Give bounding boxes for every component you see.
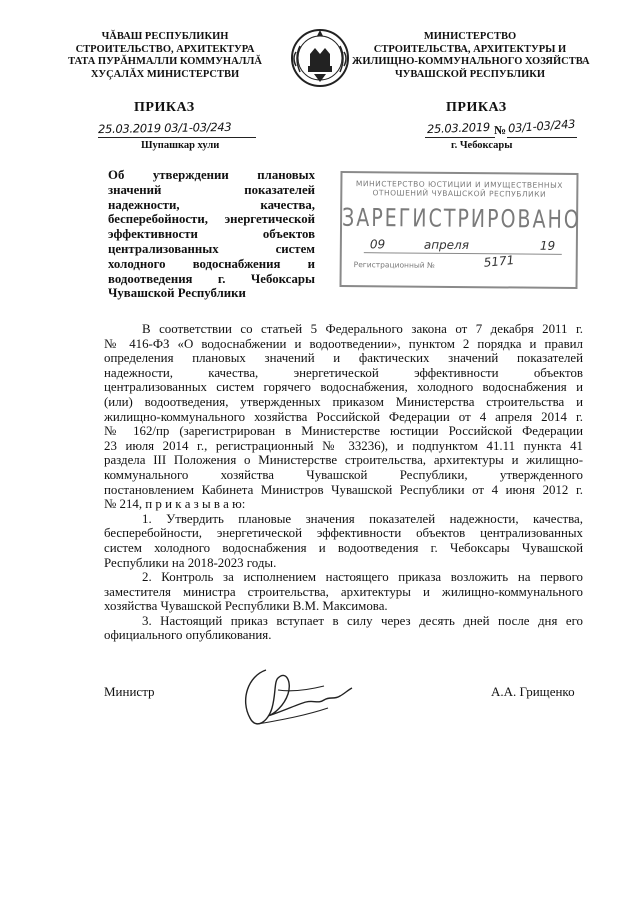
body-line: постановлением Кабинета Министров Чувашской Республики от 4 июня 2012 г. (104, 482, 583, 497)
stamp-ministry-line: ОТНОШЕНИЙ ЧУВАШСКОЙ РЕСПУБЛИКИ (372, 188, 547, 199)
stamp-ministry-line: МИНИСТЕРСТВО ЮСТИЦИИ И ИМУЩЕСТВЕННЫХ (355, 179, 563, 190)
number-sign: № (494, 123, 507, 137)
stamp-date-row (342, 237, 576, 259)
body-line: надежности, качества, энергетической эффективности объектов (104, 365, 583, 380)
body-line: бесперебойности, энергетической эффективности объектов централизованных (104, 526, 583, 541)
subject-line: бесперебойности, энергетической (108, 212, 315, 227)
stamp-registered-title: ЗАРЕГИСТРИРОВАНО (341, 203, 581, 235)
handwritten-date-right: 25.03.2019 (426, 119, 491, 137)
body-line: раздела III Положения о Министерстве строительства, архитектуры и жилищно- (104, 453, 583, 468)
prikaz-title-right: ПРИКАЗ (446, 100, 507, 115)
header-left-line: СТРОИТЕЛЬСТВО, АРХИТЕКТУРА (75, 43, 255, 55)
body-line: № 416-ФЗ «О водоснабжении и водоотведении», пунктом 2 порядка и правил (104, 336, 583, 351)
stamp-day: 09 (369, 237, 386, 252)
header-right-line: СТРОИТЕЛЬСТВА, АРХИТЕКТУРЫ И (373, 43, 567, 55)
subject-line: централизованных систем (108, 241, 315, 256)
body-line: (или) водоотведения, утвержденных приказом Министерства строительства и (104, 394, 583, 409)
order-body (104, 322, 583, 643)
body-line: 2. Контроль за исполнением настоящего приказа возложить на первого (142, 570, 583, 585)
stamp-date-underline (364, 252, 562, 255)
subject-line: водоотведения г. Чебоксары (108, 271, 315, 286)
header-left (62, 31, 268, 81)
signatory-name: А.А. Грищенко (491, 684, 575, 699)
coat-of-arms-icon (288, 26, 352, 92)
date-underline-left (98, 137, 256, 138)
body-line: Республики на 2018-2023 годы. (104, 555, 277, 570)
handwritten-date-number-left: 25.03.2019 03/1-03/243 (97, 119, 232, 137)
stamp-reg-row (342, 252, 576, 275)
body-line: 23 июля 2014 г., регистрационный № 33236), и подпунктом 41.11 пункта 41 (104, 438, 583, 453)
subject-line: Об утверждении плановых (108, 168, 315, 182)
body-line: № 162/пр (зарегистрирован в Министерстве юстиции Российской Федерации (104, 424, 583, 439)
body-line: определения плановых значений и фактических значений показателей (104, 351, 583, 366)
stamp-year: 19 (539, 238, 556, 253)
header-right-line: МИНИСТЕРСТВО (423, 31, 517, 42)
body-line: В соответствии со статьей 5 Федерального закона от 7 декабря 2011 г. (142, 322, 583, 336)
handwritten-number-right: 03/1-03/243 (507, 116, 576, 136)
signature-graphic (228, 660, 358, 740)
registration-stamp (339, 171, 581, 289)
stamp-reg-label: Регистрационный № (353, 260, 435, 270)
body-line: официального опубликования. (104, 628, 272, 643)
header-right-line: ЖИЛИЩНО-КОММУНАЛЬНОГО ХОЗЯЙСТВА (352, 56, 590, 67)
subject-line: эффективности объектов (108, 227, 315, 242)
subject-line: Чувашской Республики (108, 286, 246, 301)
subject-line: холодного водоснабжения и (108, 256, 315, 271)
header-left-line: ТАТА ПУРĂНМАЛЛИ КОММУНАЛЛĂ (68, 56, 262, 67)
body-line: заместителя министра строительства, архитектуры и жилищно-коммунального (104, 584, 583, 599)
body-line: коммунального хозяйства Чувашской Республики, утвержденного (104, 467, 583, 482)
body-line: 3. Настоящий приказ вступает в силу через десять дней после дня его (142, 613, 583, 628)
city-right: г. Чебоксары (451, 140, 513, 151)
city-left: Шупашкар хули (141, 140, 220, 151)
handwritten-signature (228, 660, 358, 740)
body-line: 1. Утвердить плановые значения показателей надежности, качества, (142, 511, 583, 526)
subject-line: значений показателей (108, 182, 315, 197)
body-line: систем холодного водоснабжения и водоотведения г. Чебоксары Чувашской (104, 540, 583, 555)
number-underline-right (507, 137, 577, 138)
body-line: жилищно-коммунального хозяйства Российской Федерации от 4 апреля 2014 г. (104, 409, 583, 424)
header-right (352, 31, 588, 81)
header-right-line: ЧУВАШСКОЙ РЕСПУБЛИКИ (394, 68, 546, 80)
order-subject (108, 168, 315, 301)
subject-line: надежности, качества, (108, 197, 315, 212)
body-line: централизованных систем горячего водоснабжения, холодного водоснабжения и (104, 380, 583, 395)
stamp-reg-number: 5171 (483, 252, 515, 270)
coat-of-arms-icon-graphic (288, 26, 352, 92)
signatory-position: Министр (104, 684, 155, 699)
header-left-line: ЧĂВАШ РЕСПУБЛИКИН (101, 31, 229, 42)
body-line: № 214, п р и к а з ы в а ю: (104, 497, 246, 512)
stamp-month: апреля (423, 237, 470, 253)
date-underline-right (425, 137, 495, 138)
prikaz-title-left: ПРИКАЗ (134, 100, 195, 115)
body-line: хозяйства Чувашской Республики В.М. Максимова. (104, 599, 388, 614)
header-left-line: ХУÇАЛĂХ МИНИСТЕРСТВИ (90, 68, 240, 80)
